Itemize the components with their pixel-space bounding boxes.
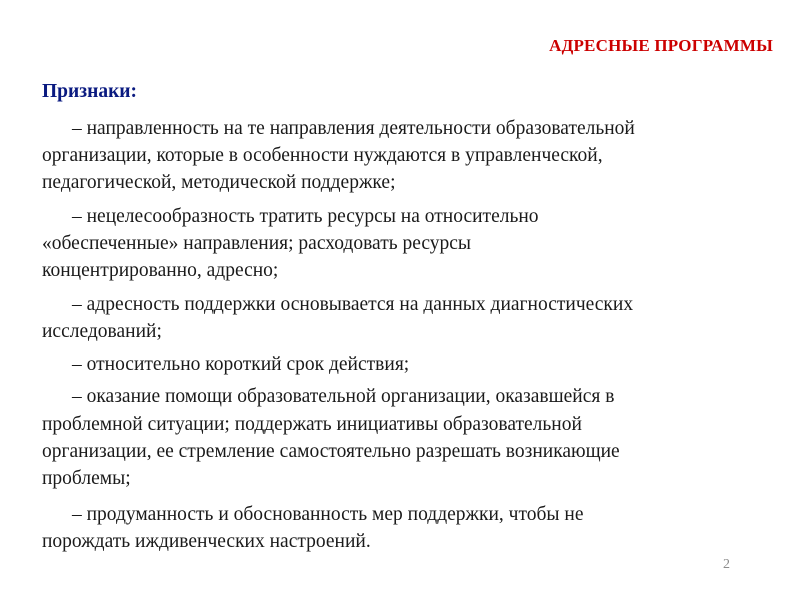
item-3-line-2: исследований; xyxy=(42,321,162,342)
item-1-line-3: педагогической, методической поддержке; xyxy=(42,172,396,193)
item-5-line-3: организации, ее стремление самостоятельно разрешать возникающие xyxy=(42,441,620,462)
item-5-line-4: проблемы; xyxy=(42,468,131,489)
item-6-line-1: – продуманность и обоснованность мер поддержки, чтобы не xyxy=(72,504,584,525)
slide-title: АДРЕСНЫЕ ПРОГРАММЫ xyxy=(549,36,773,55)
item-2-line-1: – нецелесообразность тратить ресурсы на относительно xyxy=(72,206,539,227)
item-1-line-1: – направленность на те направления деятельности образовательной xyxy=(72,118,635,139)
item-2-line-2: «обеспеченные» направления; расходовать ресурсы xyxy=(42,233,472,254)
item-5-line-1: – оказание помощи образовательной организации, оказавшейся в xyxy=(72,386,615,407)
item-2-line-3: концентрированно, адресно; xyxy=(42,260,279,281)
features-heading: Признаки: xyxy=(42,81,138,102)
item-5-line-2: проблемной ситуации; поддержать инициативы образовательной xyxy=(42,414,582,435)
item-1-line-2: организации, которые в особенности нуждаются в управленческой, xyxy=(42,145,603,166)
item-3-line-1: – адресность поддержки основывается на данных диагностических xyxy=(72,294,634,315)
item-6-line-2: порождать иждивенческих настроений. xyxy=(42,531,371,552)
page-number: 2 xyxy=(723,557,730,572)
item-4-line-1: – относительно короткий срок действия; xyxy=(72,354,410,375)
